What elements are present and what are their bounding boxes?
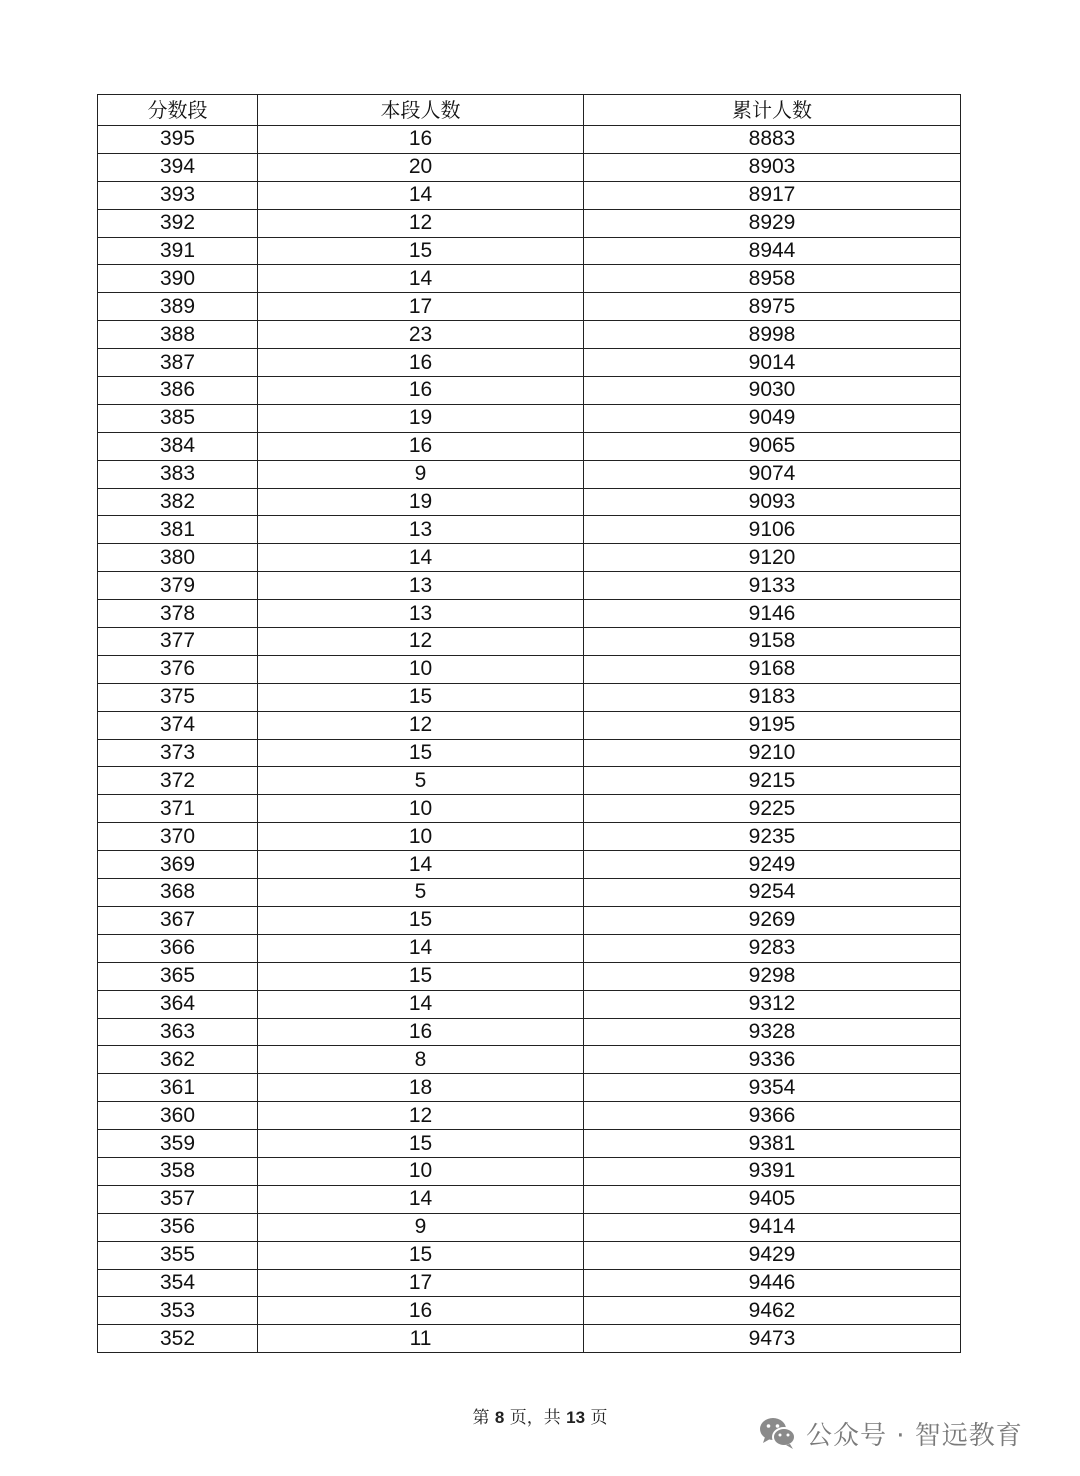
total-pages-number: 13 [566,1408,586,1427]
table-row [98,237,961,265]
segment-count-cell: 12 [258,711,584,739]
cumulative-count-cell: 9030 [584,377,961,405]
table-header-row [98,95,961,126]
segment-count-cell: 5 [258,879,584,907]
table-row [98,906,961,934]
score-cell: 381 [98,516,258,544]
segment-count-cell: 13 [258,572,584,600]
column-header-score: 分数段 [98,95,258,126]
cumulative-count-cell: 8975 [584,293,961,321]
segment-count-cell: 8 [258,1046,584,1074]
score-cell: 377 [98,628,258,656]
cumulative-count-cell: 9106 [584,516,961,544]
score-cell: 394 [98,153,258,181]
cumulative-count-cell: 9049 [584,404,961,432]
segment-count-cell: 12 [258,1102,584,1130]
cumulative-count-cell: 9473 [584,1325,961,1353]
score-cell: 392 [98,209,258,237]
segment-count-cell: 14 [258,990,584,1018]
cumulative-count-cell: 9446 [584,1269,961,1297]
cumulative-count-cell: 9074 [584,460,961,488]
table-row [98,1213,961,1241]
score-cell: 387 [98,349,258,377]
table-row [98,655,961,683]
cumulative-count-cell: 9312 [584,990,961,1018]
score-cell: 391 [98,237,258,265]
segment-count-cell: 15 [258,237,584,265]
table-row [98,544,961,572]
score-cell: 360 [98,1102,258,1130]
score-cell: 366 [98,934,258,962]
table-row [98,488,961,516]
cumulative-count-cell: 9215 [584,767,961,795]
score-cell: 355 [98,1241,258,1269]
segment-count-cell: 10 [258,795,584,823]
score-table [97,94,961,1353]
cumulative-count-cell: 9093 [584,488,961,516]
score-cell: 358 [98,1157,258,1185]
table-row [98,990,961,1018]
table-row [98,432,961,460]
segment-count-cell: 23 [258,321,584,349]
segment-count-cell: 9 [258,460,584,488]
score-cell: 361 [98,1074,258,1102]
segment-count-cell: 19 [258,404,584,432]
table-row [98,600,961,628]
footer-suffix: 页 [590,1408,608,1428]
table-row [98,1130,961,1158]
score-cell: 356 [98,1213,258,1241]
cumulative-count-cell: 9254 [584,879,961,907]
cumulative-count-cell: 8944 [584,237,961,265]
table-body [98,126,961,1353]
score-cell: 376 [98,655,258,683]
score-cell: 384 [98,432,258,460]
table-row [98,1074,961,1102]
score-cell: 379 [98,572,258,600]
cumulative-count-cell: 9183 [584,683,961,711]
table-row [98,767,961,795]
footer-middle: 页，共 [509,1408,561,1428]
segment-count-cell: 11 [258,1325,584,1353]
cumulative-count-cell: 9235 [584,823,961,851]
segment-count-cell: 14 [258,181,584,209]
table-row [98,572,961,600]
segment-count-cell: 10 [258,655,584,683]
segment-count-cell: 13 [258,516,584,544]
cumulative-count-cell: 9298 [584,962,961,990]
segment-count-cell: 15 [258,1241,584,1269]
segment-count-cell: 14 [258,934,584,962]
cumulative-count-cell: 9249 [584,851,961,879]
cumulative-count-cell: 9146 [584,600,961,628]
watermark [758,1413,1023,1453]
segment-count-cell: 16 [258,126,584,154]
score-cell: 368 [98,879,258,907]
score-cell: 354 [98,1269,258,1297]
segment-count-cell: 12 [258,209,584,237]
cumulative-count-cell: 9133 [584,572,961,600]
cumulative-count-cell: 9366 [584,1102,961,1130]
cumulative-count-cell: 9405 [584,1185,961,1213]
segment-count-cell: 15 [258,1130,584,1158]
segment-count-cell: 20 [258,153,584,181]
segment-count-cell: 10 [258,1157,584,1185]
segment-count-cell: 16 [258,349,584,377]
score-cell: 388 [98,321,258,349]
score-cell: 390 [98,265,258,293]
cumulative-count-cell: 8958 [584,265,961,293]
cumulative-count-cell: 9283 [584,934,961,962]
segment-count-cell: 16 [258,432,584,460]
table-row [98,851,961,879]
cumulative-count-cell: 9429 [584,1241,961,1269]
watermark-text: 公众号 · 智远教育 [806,1420,1023,1451]
table-row [98,879,961,907]
score-cell: 372 [98,767,258,795]
cumulative-count-cell: 8998 [584,321,961,349]
segment-count-cell: 9 [258,1213,584,1241]
cumulative-count-cell: 9065 [584,432,961,460]
column-header-cumulative: 累计人数 [584,95,961,126]
cumulative-count-cell: 8903 [584,153,961,181]
cumulative-count-cell: 9225 [584,795,961,823]
cumulative-count-cell: 9210 [584,739,961,767]
segment-count-cell: 14 [258,544,584,572]
table-row [98,1157,961,1185]
table-row [98,823,961,851]
segment-count-cell: 5 [258,767,584,795]
segment-count-cell: 18 [258,1074,584,1102]
table-row [98,460,961,488]
cumulative-count-cell: 9354 [584,1074,961,1102]
segment-count-cell: 15 [258,739,584,767]
score-cell: 353 [98,1297,258,1325]
score-cell: 386 [98,377,258,405]
score-cell: 370 [98,823,258,851]
table-row [98,628,961,656]
cumulative-count-cell: 9414 [584,1213,961,1241]
segment-count-cell: 15 [258,906,584,934]
current-page-number: 8 [494,1408,505,1427]
table-row [98,349,961,377]
segment-count-cell: 16 [258,377,584,405]
table-row [98,711,961,739]
table-row [98,1185,961,1213]
score-cell: 369 [98,851,258,879]
table-row [98,321,961,349]
footer-prefix: 第 [472,1408,490,1428]
score-cell: 374 [98,711,258,739]
table-row [98,126,961,154]
cumulative-count-cell: 9391 [584,1157,961,1185]
table-row [98,962,961,990]
wechat-icon [758,1416,798,1450]
score-cell: 395 [98,126,258,154]
score-cell: 393 [98,181,258,209]
score-cell: 375 [98,683,258,711]
score-cell: 352 [98,1325,258,1353]
table-row [98,1102,961,1130]
score-cell: 365 [98,962,258,990]
segment-count-cell: 14 [258,1185,584,1213]
table-row [98,1297,961,1325]
score-cell: 385 [98,404,258,432]
segment-count-cell: 10 [258,823,584,851]
score-cell: 363 [98,1018,258,1046]
table-row [98,1269,961,1297]
table-row [98,293,961,321]
column-header-count: 本段人数 [258,95,584,126]
score-cell: 357 [98,1185,258,1213]
segment-count-cell: 19 [258,488,584,516]
segment-count-cell: 16 [258,1297,584,1325]
table-row [98,265,961,293]
score-cell: 371 [98,795,258,823]
segment-count-cell: 14 [258,851,584,879]
table-row [98,739,961,767]
score-cell: 373 [98,739,258,767]
score-cell: 367 [98,906,258,934]
table-row [98,1046,961,1074]
segment-count-cell: 15 [258,683,584,711]
table-row [98,795,961,823]
cumulative-count-cell: 9336 [584,1046,961,1074]
score-cell: 362 [98,1046,258,1074]
cumulative-count-cell: 9328 [584,1018,961,1046]
segment-count-cell: 17 [258,1269,584,1297]
score-cell: 383 [98,460,258,488]
table-row [98,1241,961,1269]
score-cell: 380 [98,544,258,572]
cumulative-count-cell: 8929 [584,209,961,237]
score-cell: 378 [98,600,258,628]
cumulative-count-cell: 9269 [584,906,961,934]
table-row [98,404,961,432]
cumulative-count-cell: 8883 [584,126,961,154]
table-row [98,1018,961,1046]
segment-count-cell: 13 [258,600,584,628]
cumulative-count-cell: 9014 [584,349,961,377]
score-cell: 364 [98,990,258,1018]
table-row [98,181,961,209]
table-row [98,377,961,405]
cumulative-count-cell: 9195 [584,711,961,739]
segment-count-cell: 16 [258,1018,584,1046]
table-row [98,209,961,237]
score-cell: 389 [98,293,258,321]
table-row [98,683,961,711]
table-row [98,934,961,962]
table-row [98,516,961,544]
cumulative-count-cell: 9168 [584,655,961,683]
cumulative-count-cell: 9120 [584,544,961,572]
cumulative-count-cell: 9462 [584,1297,961,1325]
segment-count-cell: 12 [258,628,584,656]
cumulative-count-cell: 9381 [584,1130,961,1158]
segment-count-cell: 14 [258,265,584,293]
segment-count-cell: 15 [258,962,584,990]
score-cell: 382 [98,488,258,516]
table-row [98,153,961,181]
cumulative-count-cell: 9158 [584,628,961,656]
score-cell: 359 [98,1130,258,1158]
cumulative-count-cell: 8917 [584,181,961,209]
segment-count-cell: 17 [258,293,584,321]
table-row [98,1325,961,1353]
